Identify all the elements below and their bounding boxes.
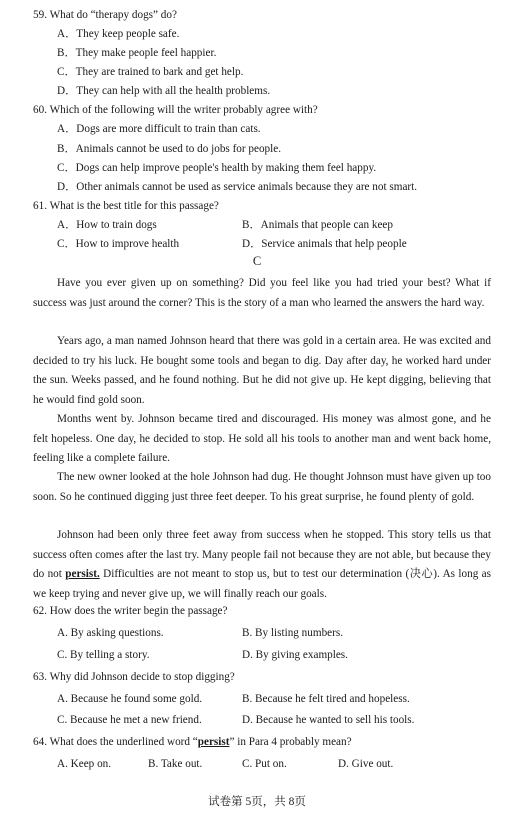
passage-paragraph-4: The new owner looked at the hole Johnson had dug. He thought Johnson must have given up too soon. So he continued digging just three feet deeper. To his great surprise, he found plenty of gold. [33,471,491,503]
passage-paragraph-5 [33,526,491,604]
question-61-stem: 61. What is the best title for this passage? [33,200,219,212]
passage-paragraph-2: Years ago, a man named Johnson heard that there was gold in a certain area. He was excited and decided to try his luck. He bought some tools and began to dig. Day after day, he worked hard under the sun. Weeks passed, and he found nothing. But he did not give up. He kept digging, believing that he would find gold soon. [33,335,491,406]
question-59-stem: 59. What do “therapy dogs” do? [33,9,177,21]
question-61-option-c: C．How to improve health [57,238,180,250]
question-63-option-b: B. Because he felt tired and hopeless. [242,693,410,705]
paragraph-5-text-start: Johnson had been only three feet away from success when he stopped. This story tells us that success often comes after the last try. Many people fail not because they are not able, but because they do not [33,529,491,580]
question-63-option-d: D. Because he wanted to sell his tools. [242,714,415,726]
question-59-option-d: D．They can help with all the health problems. [57,85,271,97]
page-footer: 试卷第 5页，共 8页 [208,796,306,808]
question-60-option-d: D．Other animals cannot be used as service animals because they are not smart. [57,181,418,193]
question-60-option-a: A．Dogs are more difficult to train than cats. [57,123,261,135]
question-60-stem: 60. Which of the following will the writer probably agree with? [33,104,318,116]
question-59-option-c: C．They are trained to bark and get help. [57,66,244,78]
question-64-option-c: C. Put on. [242,758,287,770]
question-64-stem [33,736,352,749]
question-61-option-a: A．How to train dogs [57,219,157,231]
question-62-option-a: A. By asking questions. [57,627,164,639]
question-64-option-b: B. Take out. [148,758,203,770]
question-63-option-c: C. Because he met a new friend. [57,714,202,726]
question-61-option-d: D．Service animals that help people [242,238,407,250]
section-heading-c: C [252,254,262,268]
passage-paragraph-3: Months went by. Johnson became tired and discouraged. His money was almost gone, and he felt hopeless. One day, he decided to stop. He sold all his tools to another man and went back home, feeling like a complete failure. [33,413,491,464]
passage-paragraph-1: Have you ever given up on something? Did you feel like you had tried your best? What if success was just around the corner? This is the story of a man who learned the answers the hard way. [33,277,491,309]
question-62-stem: 62. How does the writer begin the passage? [33,605,228,617]
question-64-stem-end: ” in Para 4 probably mean? [229,736,352,748]
question-62-option-d: D. By giving examples. [242,649,348,661]
question-64-stem-start: 64. What does the underlined word “ [33,736,198,748]
question-59-option-b: B．They make people feel happier. [57,47,217,59]
question-62-option-b: B. By listing numbers. [242,627,344,639]
question-60-option-c: C．Dogs can help improve people's health by making them feel happy. [57,162,377,174]
question-64-option-a: A. Keep on. [57,758,112,770]
question-62-option-c: C. By telling a story. [57,649,150,661]
question-60-option-b: B．Animals cannot be used to do jobs for people. [57,143,282,155]
underlined-word-persist: persist. [65,568,100,580]
question-63-stem: 63. Why did Johnson decide to stop digging? [33,671,235,683]
paragraph-5-text-end: Difficulties are not meant to stop us, but to test our determination (决心). As long as we keep trying and never give up, we will finally reach our goals. [33,568,491,600]
question-64-option-d: D. Give out. [338,758,394,770]
question-63-option-a: A. Because he found some gold. [57,693,203,705]
question-64-underlined-word: persist [197,736,230,748]
question-61-option-b: B．Animals that people can keep [242,219,393,231]
question-59-option-a: A．They keep people safe. [57,28,180,40]
